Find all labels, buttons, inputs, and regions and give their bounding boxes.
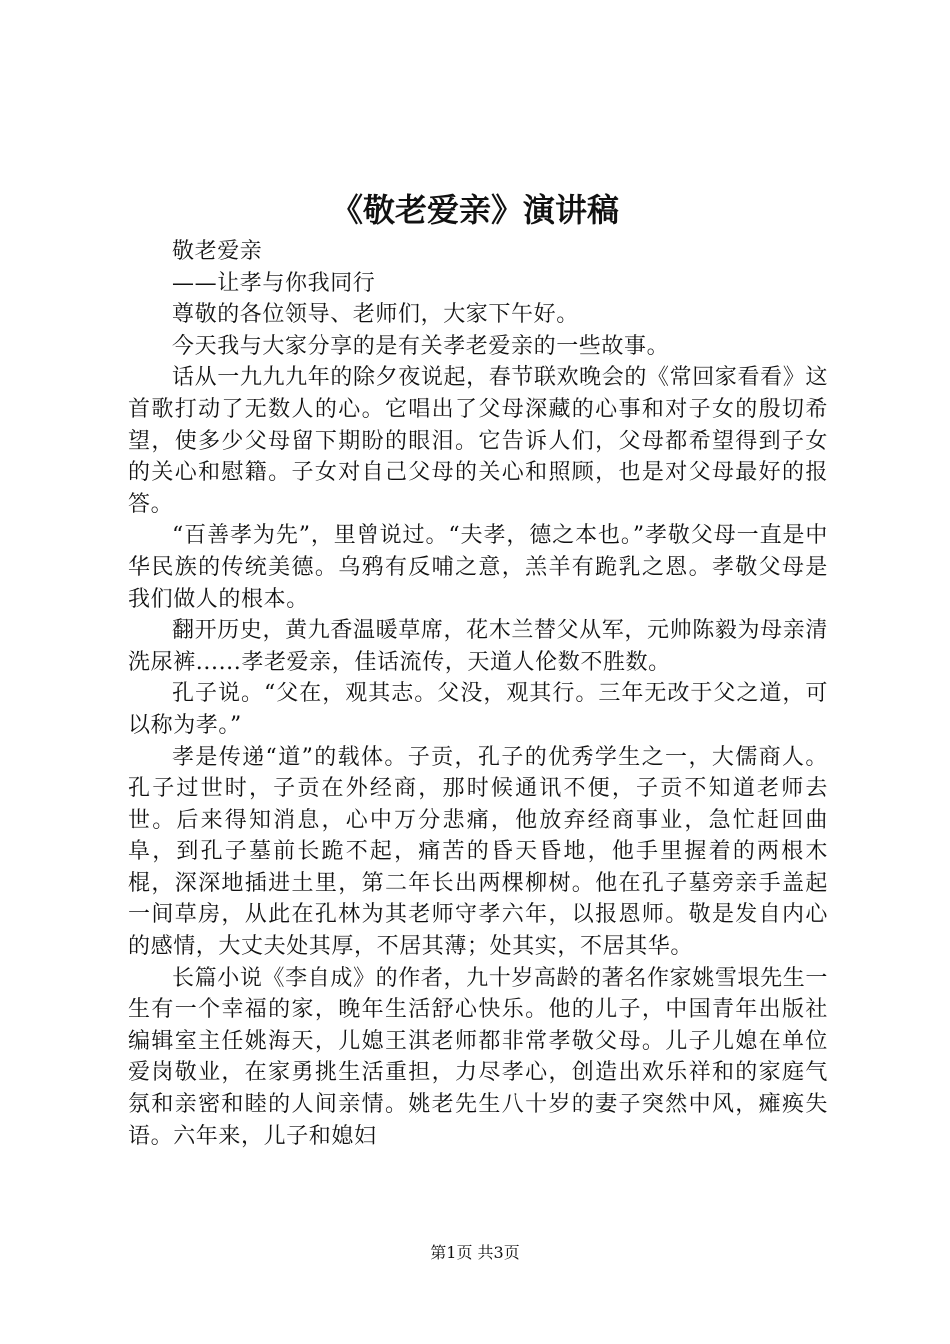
document-title: 《敬老爱亲》演讲稿 bbox=[330, 191, 619, 229]
body-paragraph: 孔子说。“父在，观其志。父没，观其行。三年无改于父之道，可以称为孝。” bbox=[128, 681, 828, 738]
body-paragraph: “百善孝为先”，里曾说过。“夫孝，德之本也。”孝敬父母一直是中华民族的传统美德。乌鸦有反哺之意，羔羊有跪乳之恩。孝敬父母是我们做人的根本。 bbox=[128, 523, 828, 612]
document-body bbox=[128, 236, 828, 1152]
body-paragraph: 孝是传递“道”的载体。子贡，孔子的优秀学生之一，大儒商人。孔子过世时，子贡在外经商，那时候通讯不便，子贡不知道老师去世。后来得知消息，心中万分悲痛，他放弃经商事业，急忙赶回曲阜，到孔子墓前长跪不起，痛苦的昏天昏地，他手里握着的两根木棍，深深地插进土里，第二年长出两棵柳树。他在孔子墓旁亲手盖起一间草房，从此在孔林为其老师守孝六年，以报恩师。敬是发自内心的感情，大丈夫处其厚，不居其薄；处其实，不居其华。 bbox=[128, 744, 828, 960]
page-footer: 第1页 共3页 bbox=[430, 1243, 520, 1262]
body-paragraph: 话从一九九九年的除夕夜说起，春节联欢晚会的《常回家看看》这首歌打动了无数人的心。它唱出了父母深藏的心事和对子女的殷切希望，使多少父母留下期盼的眼泪。它告诉人们，父母都希望得到子女的关心和慰籍。子女对自己父母的关心和照顾，也是对父母最好的报答。 bbox=[128, 365, 828, 517]
body-paragraph: 今天我与大家分享的是有关孝老爱亲的一些故事。 bbox=[172, 333, 670, 359]
body-paragraph: 尊敬的各位领导、老师们，大家下午好。 bbox=[172, 302, 579, 328]
body-paragraph: ——让孝与你我同行 bbox=[172, 270, 376, 296]
body-paragraph: 敬老爱亲 bbox=[172, 239, 263, 264]
body-paragraph: 长篇小说《李自成》的作者，九十岁高龄的著名作家姚雪垠先生一生有一个幸福的家，晚年生活舒心快乐。他的儿子，中国青年出版社编辑室主任姚海天，儿媳王淇老师都非常孝敬父母。儿子儿媳在单位爱岗敬业，在家勇挑生活重担，力尽孝心，创造出欢乐祥和的家庭气氛和亲密和睦的人间亲情。姚老先生八十岁的妻子突然中风，瘫痪失语。六年来，儿子和媳妇 bbox=[128, 965, 828, 1149]
body-paragraph: 翻开历史，黄九香温暖草席，花木兰替父从军，元帅陈毅为母亲清洗尿裤......孝老爱亲，佳话流传，天道人伦数不胜数。 bbox=[128, 618, 828, 675]
